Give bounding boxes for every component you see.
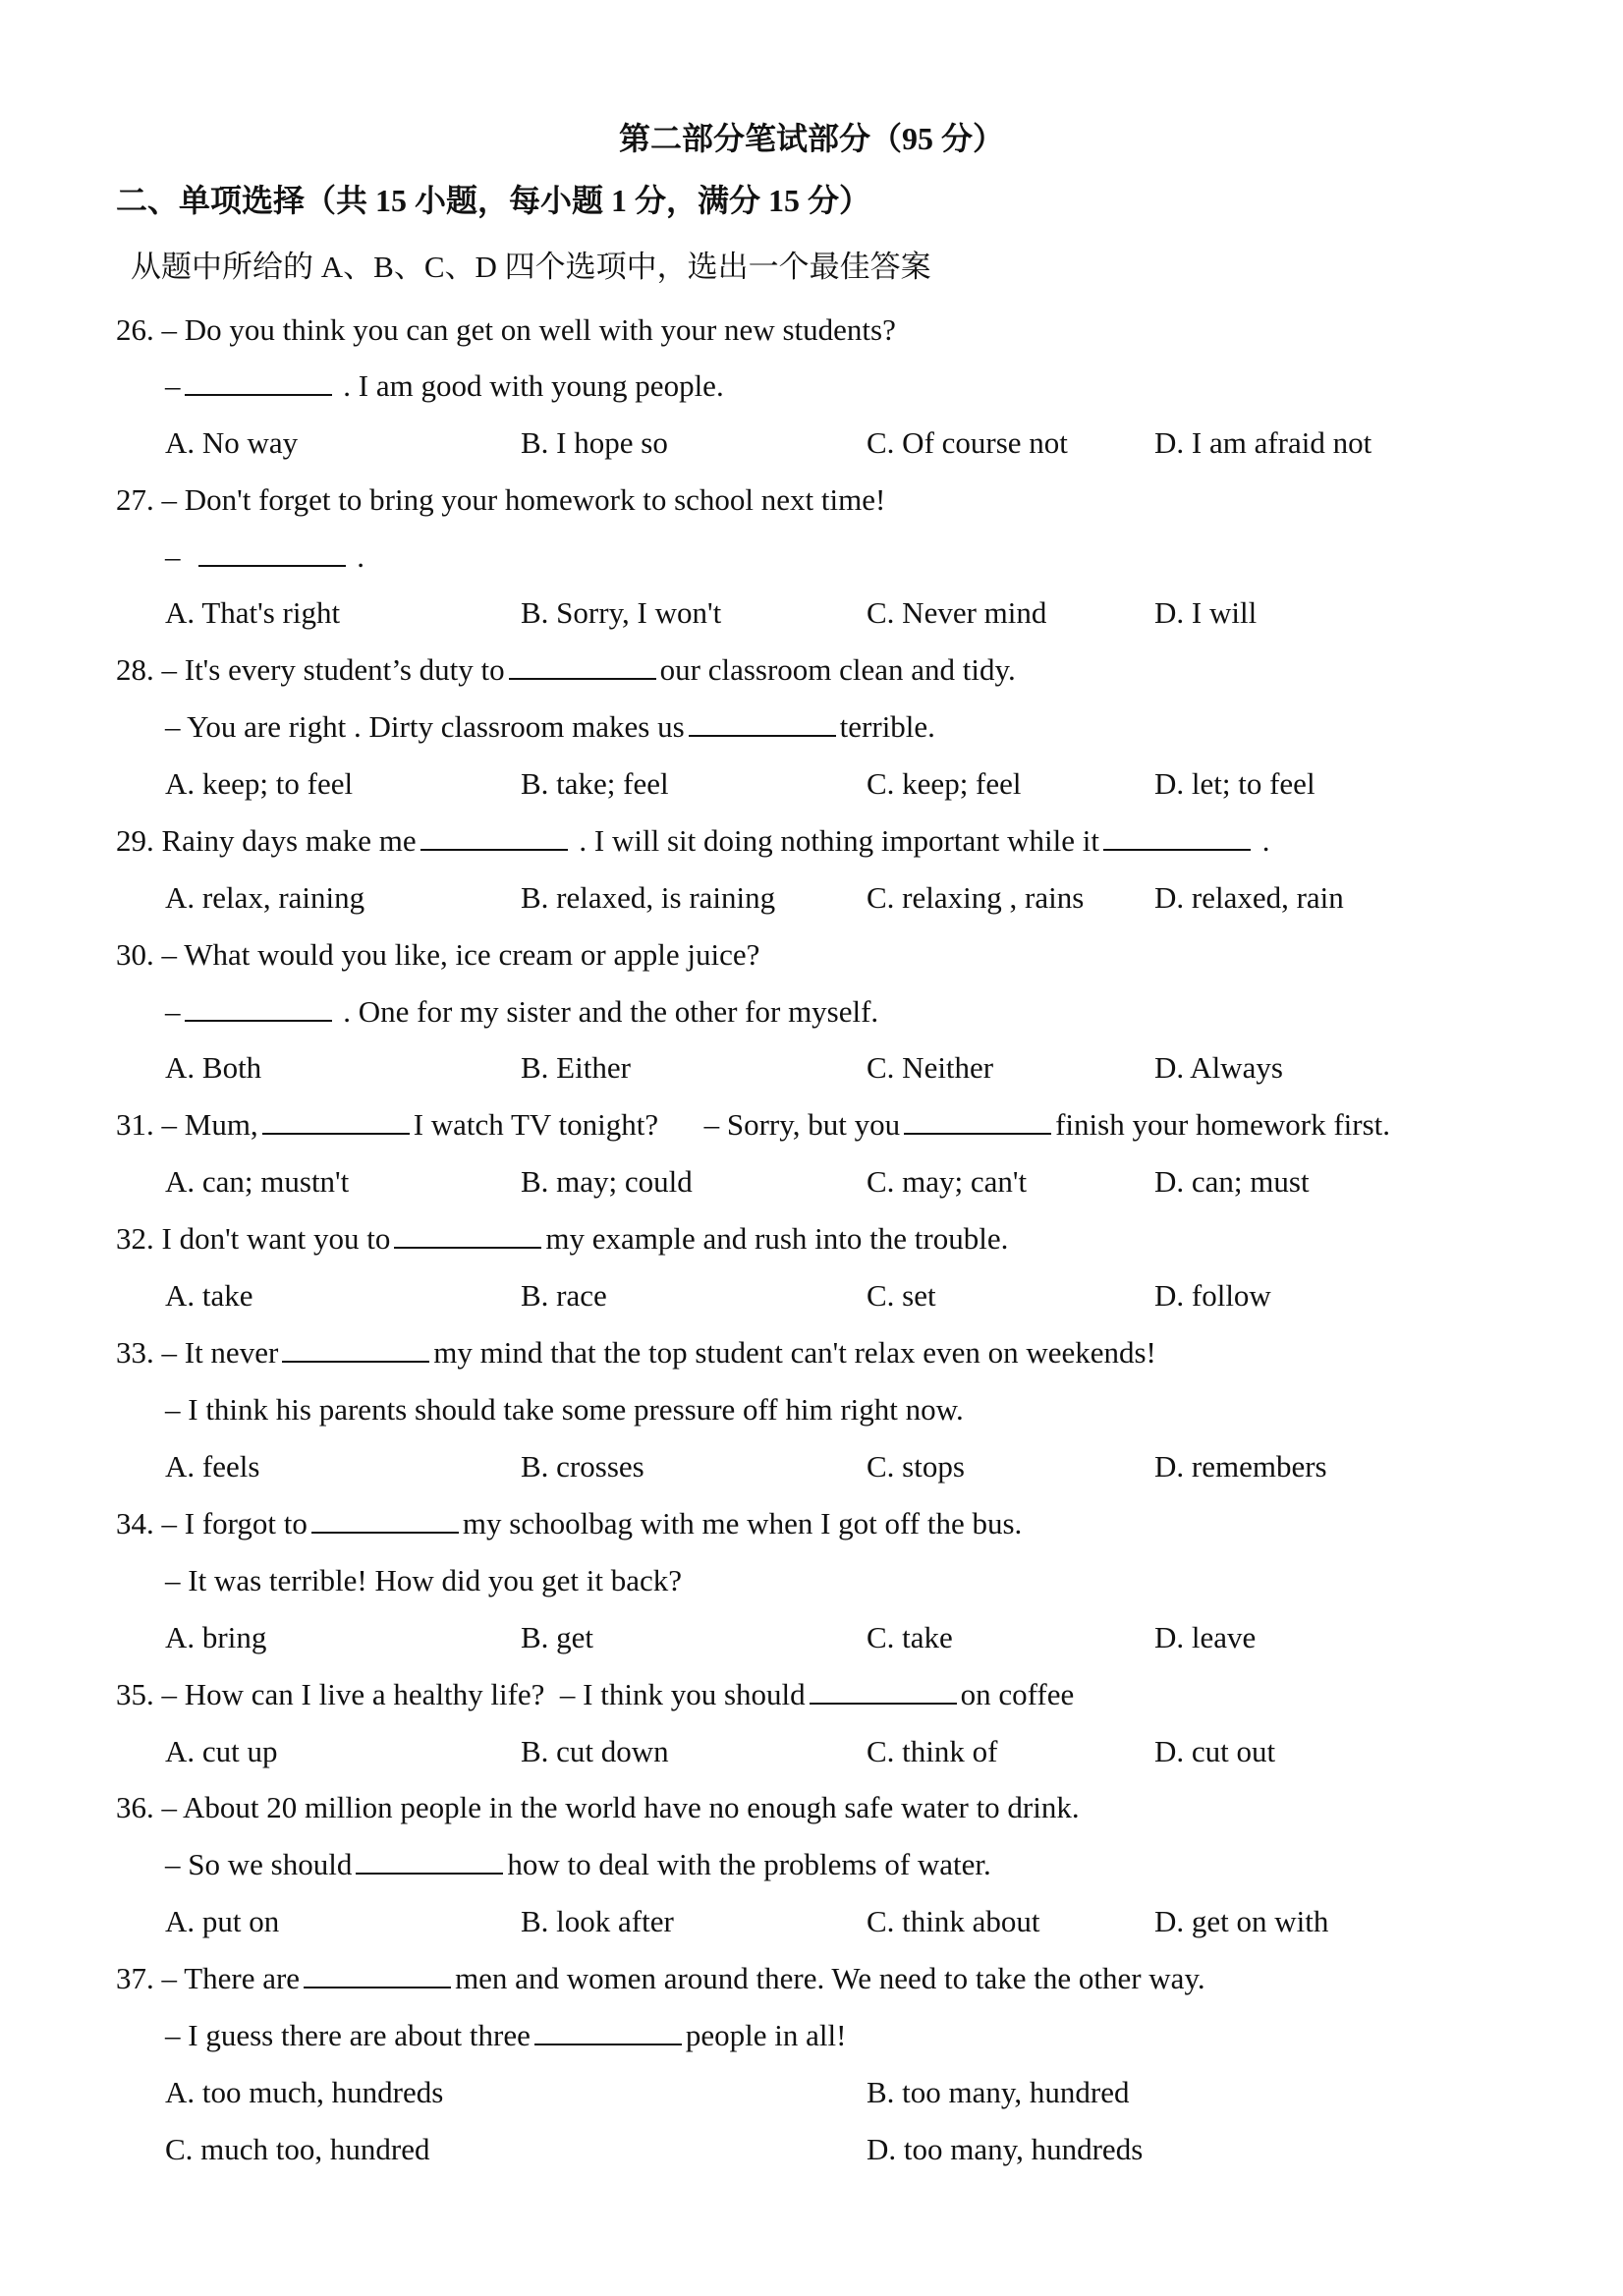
- question-36-second-line: – So we should how to deal with the problems of water.: [165, 1847, 991, 1881]
- option-c: C. may; can't: [867, 1164, 1028, 1199]
- option-d: D. cut out: [1154, 1734, 1276, 1768]
- answer-blank: [198, 539, 346, 567]
- option-d: D. get on with: [1154, 1904, 1329, 1938]
- question-37-second-line: – I guess there are about three people in all!: [165, 2018, 847, 2052]
- answer-blank: [420, 823, 568, 851]
- option-b: B. crosses: [521, 1449, 644, 1484]
- question-30-answer-line: – . One for my sister and the other for myself.: [165, 994, 879, 1029]
- option-c: C. keep; feel: [867, 766, 1022, 801]
- option-a: A. relax, raining: [165, 880, 365, 915]
- option-d: D. follow: [1154, 1278, 1271, 1313]
- option-b: B. get: [521, 1620, 594, 1654]
- page-title: 第二部分笔试部分（95 分）: [618, 121, 1004, 156]
- option-d: D. I am afraid not: [1154, 425, 1372, 460]
- option-d: D. can; must: [1154, 1164, 1310, 1199]
- question-29: 29. Rainy days make me . I will sit doing nothing important while it .: [116, 823, 1270, 858]
- option-a: A. keep; to feel: [165, 766, 354, 801]
- option-c: C. think about: [867, 1904, 1040, 1938]
- answer-blank: [304, 1961, 451, 1988]
- option-d: D. relaxed, rain: [1154, 880, 1344, 915]
- option-c: C. think of: [867, 1734, 998, 1768]
- option-c: C. stops: [867, 1449, 965, 1484]
- question-28-second-line: – You are right . Dirty classroom makes us terrible.: [165, 709, 935, 744]
- question-26-answer-line: – . I am good with young people.: [165, 368, 724, 403]
- question-33: 33. – It never my mind that the top student can't relax even on weekends!: [116, 1335, 1156, 1370]
- option-b: B. take; feel: [521, 766, 669, 801]
- answer-blank: [394, 1221, 541, 1249]
- option-d: D. too many, hundreds: [867, 2132, 1144, 2166]
- answer-blank: [282, 1335, 429, 1363]
- answer-blank: [185, 368, 332, 396]
- question-37: 37. – There are men and women around there. We need to take the other way.: [116, 1961, 1205, 1995]
- option-c: C. relaxing , rains: [867, 880, 1085, 915]
- question-34: 34. – I forgot to my schoolbag with me when I got off the bus.: [116, 1506, 1023, 1540]
- question-35: 35. – How can I live a healthy life? – I think you should on coffee: [116, 1677, 1075, 1711]
- option-a: A. That's right: [165, 595, 341, 630]
- option-b: B. look after: [521, 1904, 674, 1938]
- option-c: C. much too, hundred: [165, 2132, 430, 2166]
- option-a: A. No way: [165, 425, 299, 460]
- option-a: A. Both: [165, 1050, 262, 1085]
- option-d: D. remembers: [1154, 1449, 1327, 1484]
- option-c: C. Neither: [867, 1050, 994, 1085]
- question-31: 31. – Mum, I watch TV tonight? – Sorry, but you finish your homework first.: [116, 1107, 1391, 1142]
- answer-blank: [185, 994, 332, 1022]
- question-32: 32. I don't want you to my example and rush into the trouble.: [116, 1221, 1009, 1256]
- answer-blank: [356, 1847, 503, 1875]
- option-a: A. cut up: [165, 1734, 278, 1768]
- option-a: A. can; mustn't: [165, 1164, 350, 1199]
- option-c: C. Never mind: [867, 595, 1047, 630]
- option-b: B. too many, hundred: [867, 2075, 1130, 2109]
- option-a: A. put on: [165, 1904, 280, 1938]
- question-33-second-line: – I think his parents should take some pressure off him right now.: [165, 1392, 964, 1427]
- option-b: B. may; could: [521, 1164, 693, 1199]
- question-26: 26. – Do you think you can get on well with your new students?: [116, 312, 896, 347]
- option-a: A. feels: [165, 1449, 260, 1484]
- section-instruction: 从题中所给的 A、B、C、D 四个选项中，选出一个最佳答案: [131, 250, 931, 284]
- answer-blank: [810, 1677, 957, 1705]
- option-a: A. take: [165, 1278, 253, 1313]
- option-b: B. Sorry, I won't: [521, 595, 722, 630]
- section-heading: 二、单项选择（共 15 小题，每小题 1 分，满分 15 分）: [116, 183, 871, 218]
- option-d: D. Always: [1154, 1050, 1283, 1085]
- option-a: A. bring: [165, 1620, 267, 1654]
- question-28: 28. – It's every student’s duty to our classroom clean and tidy.: [116, 652, 1016, 687]
- option-b: B. cut down: [521, 1734, 669, 1768]
- answer-blank: [904, 1107, 1051, 1135]
- answer-blank: [311, 1506, 459, 1534]
- option-c: C. set: [867, 1278, 936, 1313]
- question-34-second-line: – It was terrible! How did you get it back?: [165, 1563, 682, 1597]
- answer-blank: [509, 652, 656, 680]
- option-b: B. relaxed, is raining: [521, 880, 776, 915]
- option-b: B. I hope so: [521, 425, 668, 460]
- question-27-answer-line: – .: [165, 539, 364, 574]
- answer-blank: [534, 2018, 682, 2045]
- option-b: B. Either: [521, 1050, 631, 1085]
- option-d: D. I will: [1154, 595, 1258, 630]
- option-d: D. leave: [1154, 1620, 1257, 1654]
- question-36: 36. – About 20 million people in the world have no enough safe water to drink.: [116, 1790, 1080, 1824]
- answer-blank: [689, 709, 836, 737]
- option-d: D. let; to feel: [1154, 766, 1315, 801]
- option-c: C. take: [867, 1620, 953, 1654]
- answer-blank: [1103, 823, 1251, 851]
- answer-blank: [262, 1107, 410, 1135]
- option-b: B. race: [521, 1278, 607, 1313]
- question-30: 30. – What would you like, ice cream or apple juice?: [116, 937, 760, 972]
- option-a: A. too much, hundreds: [165, 2075, 444, 2109]
- question-27: 27. – Don't forget to bring your homework to school next time!: [116, 482, 886, 517]
- option-c: C. Of course not: [867, 425, 1068, 460]
